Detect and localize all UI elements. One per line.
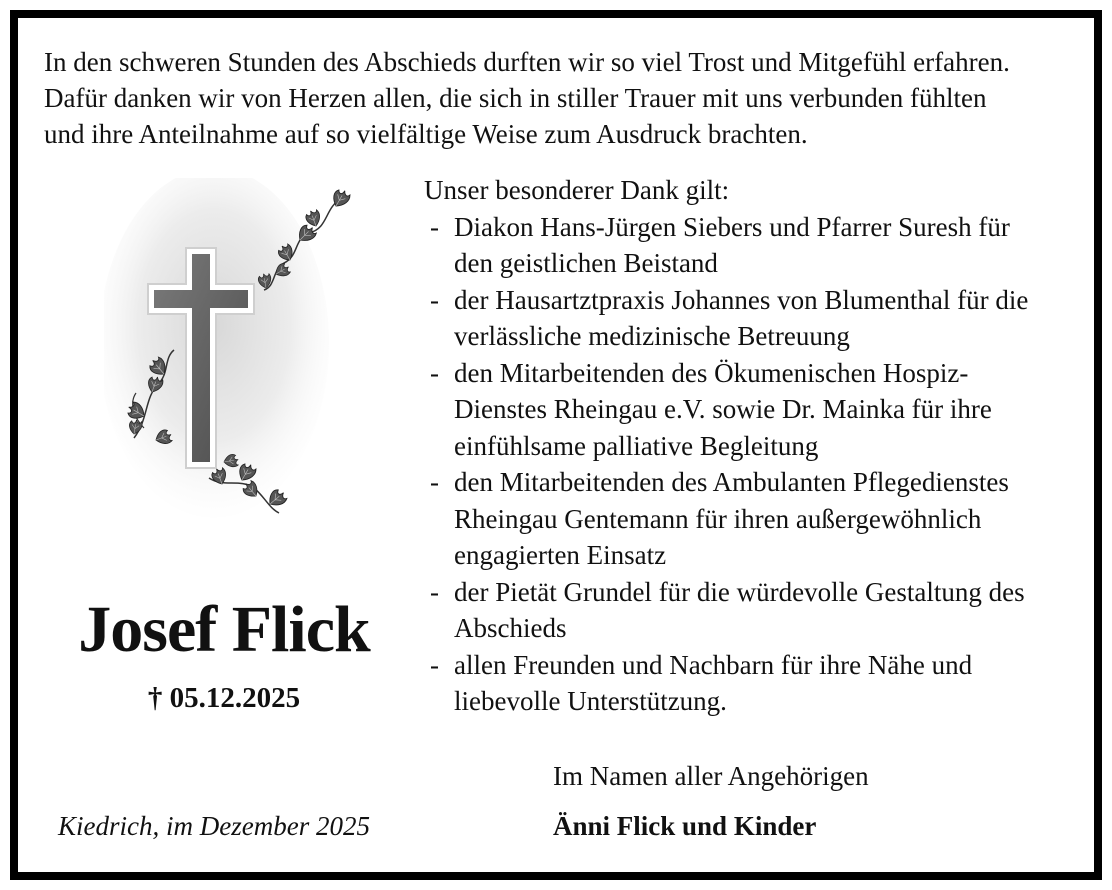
bullet-dash: -: [430, 576, 439, 607]
cross-illustration: [104, 178, 354, 523]
bullet-dash: -: [430, 467, 439, 497]
intro-line: In den schweren Stunden des Abschieds durften wir so viel Trost und Mitgefühl erfahren.: [44, 47, 1010, 77]
thanks-line: Dienstes Rheingau e.V. sowie Dr. Mainka für ihre: [454, 394, 992, 424]
bullet-dash: -: [430, 357, 439, 388]
signers: Änni Flick und Kinder: [553, 811, 817, 841]
thanks-heading: Unser besonderer Dank gilt:: [424, 175, 730, 205]
thanks-line: liebevolle Unterstützung.: [454, 686, 727, 716]
thanks-line: Rheingau Gentemann für ihren außergewöhnlich: [454, 503, 982, 534]
deceased-name: Josef Flick: [78, 593, 370, 666]
thanks-list: [424, 209, 1084, 720]
bullet-dash: -: [430, 649, 439, 680]
thanks-line: der Pietät Grundel für die würdevolle Gestaltung des: [454, 576, 1025, 607]
thanks-line: den Mitarbeitenden des Ambulanten Pflegedienstes: [454, 467, 1009, 497]
obituary-frame: [10, 10, 1102, 880]
cross-with-ivy-icon: [104, 178, 354, 523]
thanks-line: Abschieds: [454, 613, 567, 643]
intro-line: und ihre Anteilnahme auf so vielfältige Weise zum Ausdruck brachten.: [44, 119, 808, 149]
bullet-dash: -: [430, 211, 439, 242]
thanks-line: einfühlsame palliative Begleitung: [454, 430, 819, 461]
thanks-list-item: [424, 282, 1084, 355]
thanks-line: Diakon Hans-Jürgen Siebers und Pfarrer Suresh für: [454, 211, 1010, 242]
thanks-list-item: [424, 209, 1084, 282]
place-and-date: Kiedrich, im Dezember 2025: [58, 811, 370, 841]
thanks-line: den geistlichen Beistand: [454, 248, 718, 278]
thanks-list-item: [424, 574, 1084, 647]
thanks-line: der Hausartztpraxis Johannes von Blumenthal für die: [454, 284, 1029, 315]
behalf-line: Im Namen aller Angehörigen: [553, 761, 869, 791]
thanks-list-item: [424, 647, 1084, 720]
thanks-list-item: [424, 355, 1084, 465]
thanks-section: [424, 172, 1084, 720]
thanks-line: verlässliche medizinische Betreuung: [454, 321, 850, 351]
intro-line: Dafür danken wir von Herzen allen, die sich in stiller Trauer mit uns verbunden fühlten: [44, 83, 987, 113]
intro-paragraph: [44, 44, 1084, 152]
thanks-line: engagierten Einsatz: [454, 540, 667, 570]
thanks-list-item: [424, 464, 1084, 574]
bullet-dash: -: [430, 284, 439, 315]
death-date: † 05.12.2025: [147, 682, 301, 714]
thanks-line: den Mitarbeitenden des Ökumenischen Hospiz-: [454, 357, 969, 388]
thanks-line: allen Freunden und Nachbarn für ihre Nähe und: [454, 649, 973, 680]
